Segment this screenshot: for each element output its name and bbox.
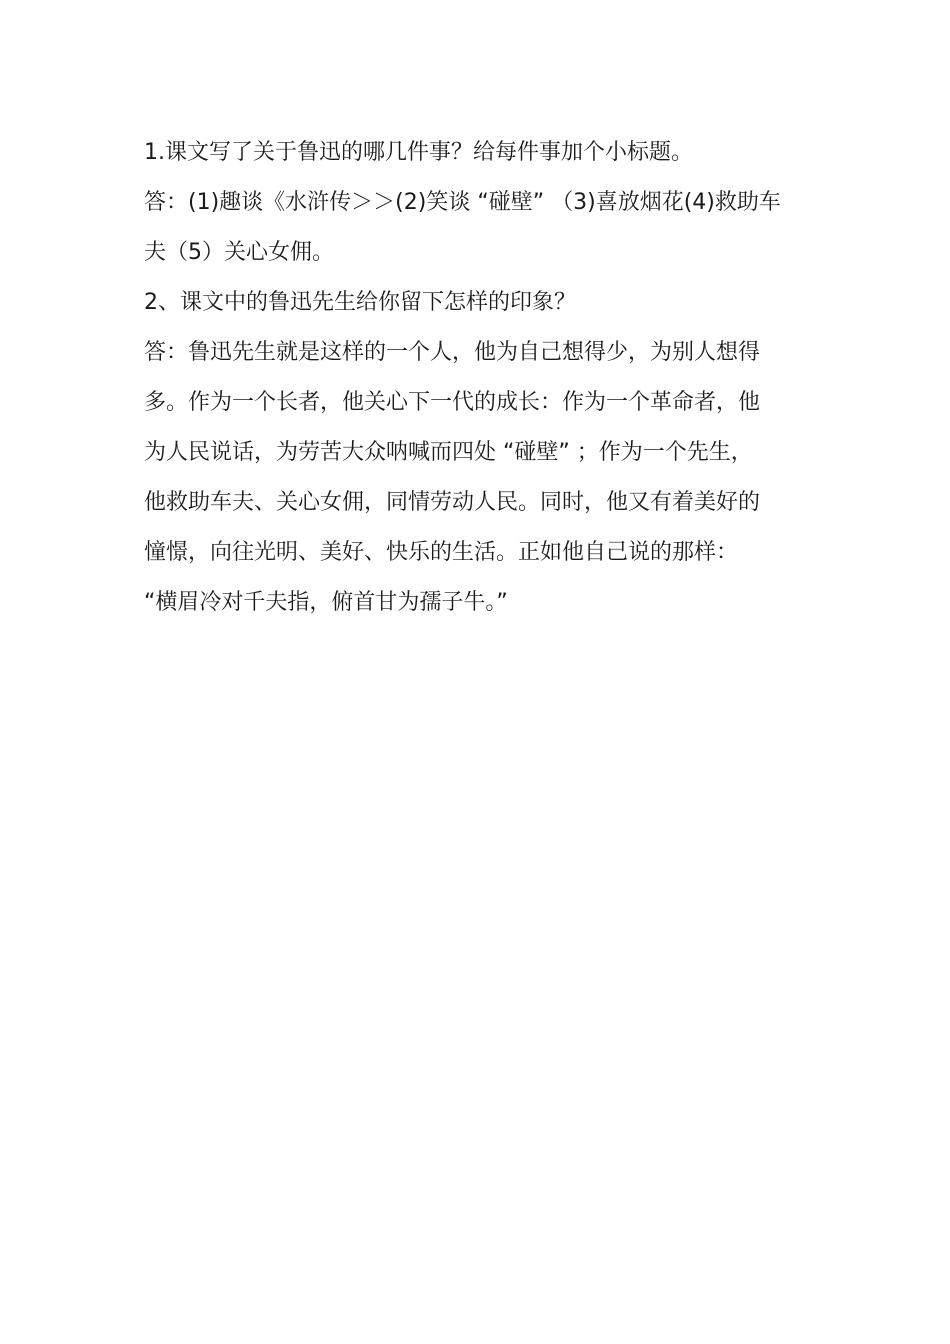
answer-2-line-3: 为人民说话，为劳苦大众呐喊而四处 “碰壁” ；作为一个先生， — [144, 440, 753, 465]
answer-2-line-4: 他救助车夫、关心女佣，同情劳动人民。同时，他又有着美好的 — [144, 490, 761, 515]
answer-1-line-2: 夫（5）关心女佣。 — [144, 240, 334, 265]
answer-2-line-2: 多。作为一个长者，他关心下一代的成长：作为一个革命者，他 — [144, 390, 761, 415]
question-1-line: 1.课文写了关于鲁迅的哪几件事？给每件事加个小标题。 — [144, 140, 693, 165]
document-body — [144, 128, 814, 628]
answer-1-line-1: 答：(1)趣谈《水浒传＞＞(2)笑谈 “碰壁” （3)喜放烟花(4)救助车 — [144, 190, 781, 215]
answer-2-line-1: 答：鲁迅先生就是这样的一个人，他为自己想得少，为别人想得 — [144, 340, 761, 365]
question-2-line: 2、课文中的鲁迅先生给你留下怎样的印象？ — [144, 290, 576, 315]
answer-2-quote-line: “横眉冷对千夫指，俯首甘为孺子牛。” — [144, 590, 508, 615]
answer-2-line-5: 憧憬，向往光明、美好、快乐的生活。正如他自己说的那样： — [144, 540, 739, 565]
